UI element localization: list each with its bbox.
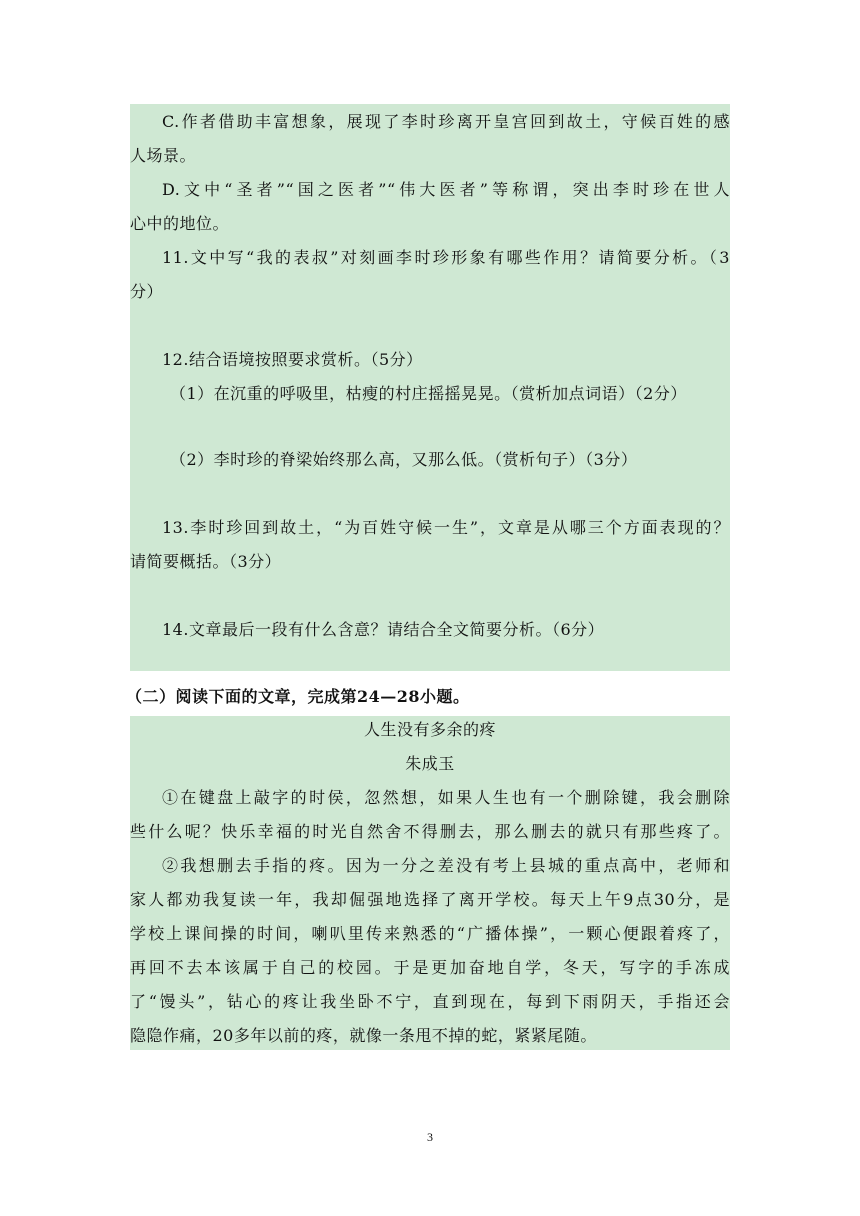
- question-12-sub2: （2）李时珍的脊梁始终那么高，又那么低。（赏析句子）（3分）: [170, 450, 638, 469]
- question-13-line1: 13.李时珍回到故土，“为百姓守候一生”，文章是从哪三个方面表现的？: [162, 518, 730, 537]
- article-author: 朱成玉: [405, 754, 455, 773]
- paragraph-2-line: 隐隐作痛，20多年以前的疼，就像一条甩不掉的蛇，紧紧尾随。: [130, 1026, 597, 1045]
- question-12-sub1: （1）在沉重的呼吸里，枯瘦的村庄摇摇晃晃。（赏析加点词语）（2分）: [170, 384, 687, 403]
- section-heading: （二）阅读下面的文章，完成第24—28小题。: [126, 687, 470, 706]
- paragraph-2-line: 学校上课间操的时间，喇叭里传来熟悉的“广播体操”，一颗心便跟着疼了，: [130, 924, 730, 943]
- option-d-line1: D.文中“圣者”“国之医者”“伟大医者”等称谓，突出李时珍在世人: [162, 180, 730, 199]
- paragraph-2-line: 再回不去本该属于自己的校园。于是更加奋地自学，冬天，写字的手冻成: [130, 958, 730, 977]
- option-c-line1: C.作者借助丰富想象，展现了李时珍离开皇宫回到故土，守候百姓的感: [162, 112, 730, 131]
- question-13-line2: 请简要概括。（3分）: [130, 552, 282, 571]
- question-12-title: 12.结合语境按照要求赏析。（5分）: [162, 350, 423, 369]
- option-d-line2: 心中的地位。: [130, 214, 230, 233]
- page-number: 3: [427, 1130, 433, 1144]
- question-11-line1: 11.文中写“我的表叔”对刻画李时珍形象有哪些作用？请简要分析。（3: [162, 248, 730, 267]
- question-14-line1: 14.文章最后一段有什么含意？请结合全文简要分析。（6分）: [162, 620, 605, 639]
- paragraph-1-line: ①在键盘上敲字的时侯，忽然想，如果人生也有一个删除键，我会删除: [162, 788, 730, 807]
- option-c-line2: 人场景。: [130, 146, 197, 165]
- article-title: 人生没有多余的疼: [363, 720, 496, 739]
- paragraph-2-line: ②我想删去手指的疼。因为一分之差没有考上县城的重点高中，老师和: [162, 856, 730, 875]
- paragraph-2-line: 了“馒头”，钻心的疼让我坐卧不宁，直到现在，每到下雨阴天，手指还会: [130, 992, 730, 1011]
- paragraph-2-line: 家人都劝我复读一年，我却倔强地选择了离开学校。每天上午9点30分，是: [130, 890, 730, 909]
- paragraph-1-line: 些什么呢？快乐幸福的时光自然舍不得删去，那么删去的就只有那些疼了。: [130, 822, 730, 841]
- question-11-line2: 分）: [130, 282, 164, 301]
